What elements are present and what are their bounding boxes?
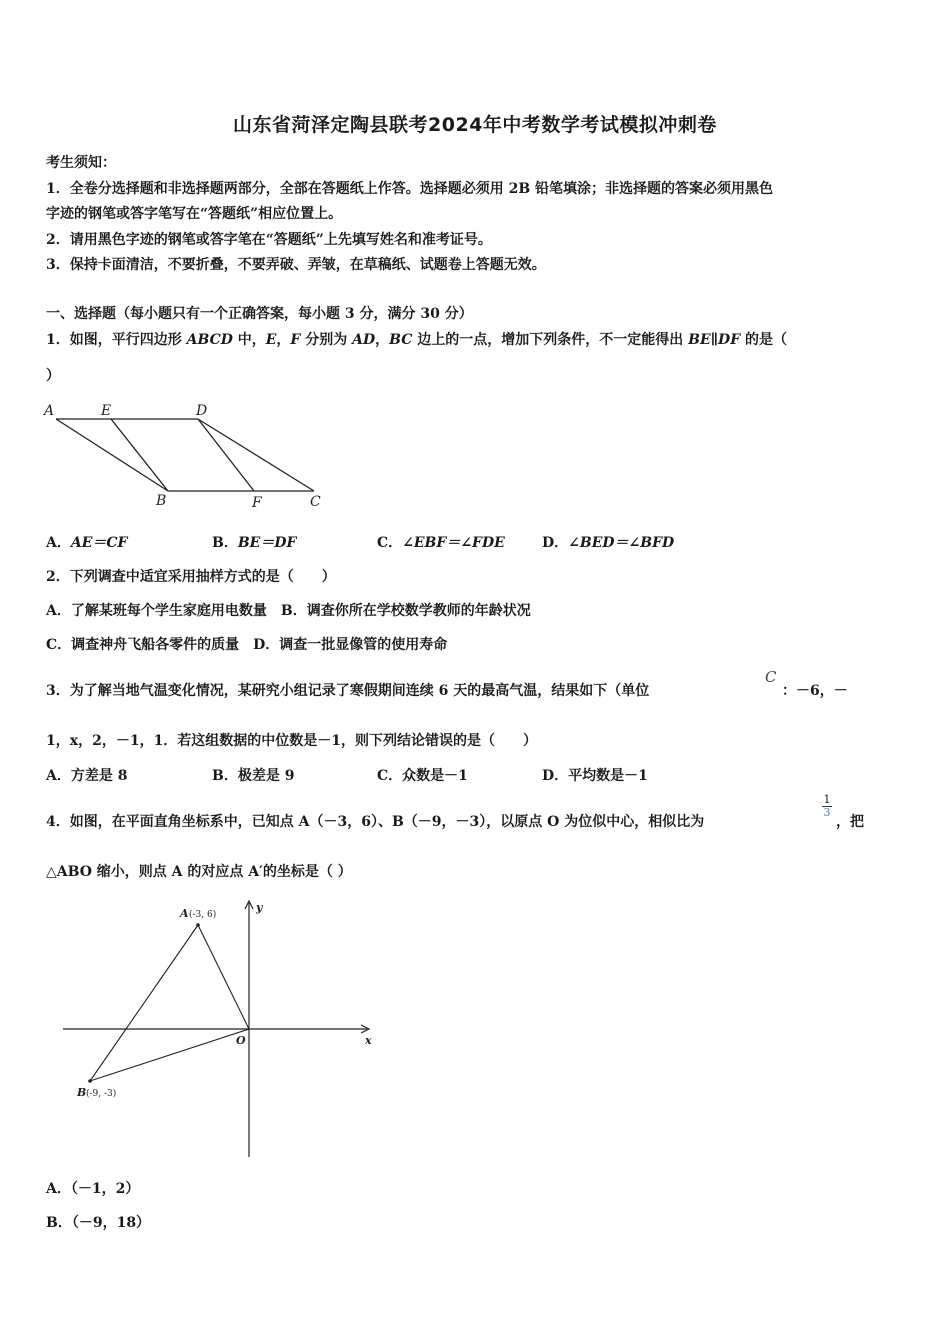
label-point-b: B	[77, 1086, 87, 1099]
notice-item-2: 2．请用黑色字迹的钢笔或答字笔在“答题纸”上先填写姓名和准考证号。	[46, 232, 492, 248]
notice-item-3: 3．保持卡面清洁，不要折叠，不要弄破、弄皱，在草稿纸、试题卷上答题无效。	[46, 257, 546, 273]
q1-be-df: BE∥DF	[688, 332, 741, 348]
exam-title: 山东省菏泽定陶县联考2024年中考数学考试模拟冲刺卷	[233, 114, 717, 136]
q3-option-a: A．方差是 8	[46, 768, 128, 784]
notice-heading: 考生须知：	[46, 155, 116, 171]
q1-abcd: ABCD	[186, 332, 233, 348]
segment-ba	[56, 419, 168, 491]
q1-bc: BC	[389, 332, 413, 348]
segment-be	[111, 419, 168, 491]
q1-text: 中，	[232, 332, 266, 348]
coord-a: (-3, 6)	[189, 910, 217, 920]
coordinate-plane-figure	[55, 895, 385, 1165]
triangle-abo	[90, 925, 249, 1081]
question-3-stem-a: 3．为了解当地气温变化情况，某研究小组记录了寒假期间连续 6 天的最高气温，结果如下（单位	[46, 683, 650, 699]
q1-text: 分别为	[300, 332, 353, 348]
q3-option-d: D．平均数是－1	[542, 768, 648, 784]
fraction-numerator: 1	[823, 793, 831, 806]
fraction-denominator: 3	[823, 806, 831, 819]
option-text: ∠BED＝∠BFD	[568, 535, 675, 551]
q1-f: F	[290, 332, 301, 348]
point-a	[196, 923, 200, 927]
option-text: AE＝CF	[70, 535, 128, 551]
question-4-stem-a: 4．如图，在平面直角坐标系中，已知点 A（－3，6）、B（－9，－3），以原点 O 为位似中心，相似比为	[46, 814, 705, 830]
question-3-stem-line-2: 1，x，2，－1，1．若这组数据的中位数是－1，则下列结论错误的是（ ）	[46, 733, 538, 749]
question-2-stem: 2．下列调查中适宜采用抽样方式的是（ ）	[46, 569, 336, 585]
q1-option-b	[212, 532, 296, 552]
option-text: BE＝DF	[237, 535, 297, 551]
option-label: C．	[377, 535, 403, 551]
question-2-options-line-2: C．调查神舟飞船各零件的质量 D．调查一批显像管的使用寿命	[46, 637, 448, 653]
question-3-stem-b: ：－6，－	[782, 683, 848, 699]
label-d: D	[196, 403, 208, 419]
option-text: ∠EBF＝∠FDE	[402, 535, 505, 551]
label-f: F	[252, 495, 262, 511]
q1-text: ，	[276, 332, 291, 348]
label-e: E	[101, 403, 112, 419]
label-x-axis: x	[365, 1034, 372, 1047]
question-1-paren: ）	[46, 368, 60, 384]
q4-option-b: B．（－9，18）	[46, 1215, 151, 1231]
q3-option-c: C．众数是－1	[377, 768, 468, 784]
coord-b: (-9, -3)	[86, 1089, 117, 1099]
q1-ad: AD	[352, 332, 376, 348]
q1-option-d	[542, 532, 674, 552]
segment-df	[198, 419, 254, 491]
question-2-options-line-1: A．了解某班每个学生家庭用电数量 B．调查你所在学校数学教师的年龄状况	[46, 603, 531, 619]
point-b	[88, 1079, 92, 1083]
option-label: B．	[212, 535, 238, 551]
q3-option-b: B．极差是 9	[212, 768, 295, 784]
label-point-a: A	[180, 907, 189, 920]
segment-dc	[198, 419, 314, 491]
question-4-stem-b: ，把	[836, 814, 864, 830]
q1-text: 的是（	[740, 332, 788, 348]
label-a: A	[44, 403, 55, 419]
option-label: A．	[46, 535, 71, 551]
label-c: C	[310, 494, 321, 510]
question-1-stem	[46, 329, 787, 349]
q1-text: ，	[375, 332, 390, 348]
q1-text: 1．如图，平行四边形	[46, 332, 187, 348]
degree-celsius-symbol: C	[765, 668, 777, 686]
q4-option-a: A．（－1，2）	[46, 1181, 140, 1197]
ratio-fraction	[822, 794, 832, 819]
label-b: B	[156, 493, 167, 509]
label-origin: O	[236, 1034, 246, 1047]
q1-text: 边上的一点，增加下列条件，不一定能得出	[412, 332, 689, 348]
label-y-axis: y	[256, 901, 263, 914]
question-4-stem-line-2: △ABO 缩小，则点 A 的对应点 A′的坐标是（ ）	[46, 864, 352, 880]
parallelogram-figure	[40, 398, 340, 513]
q1-e: E	[265, 332, 277, 348]
section-heading: 一、选择题（每小题只有一个正确答案，每小题 3 分，满分 30 分）	[46, 306, 473, 322]
notice-item-1-line-2: 字迹的钢笔或答字笔写在“答题纸”相应位置上。	[46, 206, 343, 222]
q1-option-c	[377, 532, 505, 552]
notice-item-1-line-1: 1．全卷分选择题和非选择题两部分，全部在答题纸上作答。选择题必须用 2B 铅笔填涂；非选择题的答案必须用黑色	[46, 181, 774, 197]
q1-option-a	[46, 532, 128, 552]
option-label: D．	[542, 535, 569, 551]
